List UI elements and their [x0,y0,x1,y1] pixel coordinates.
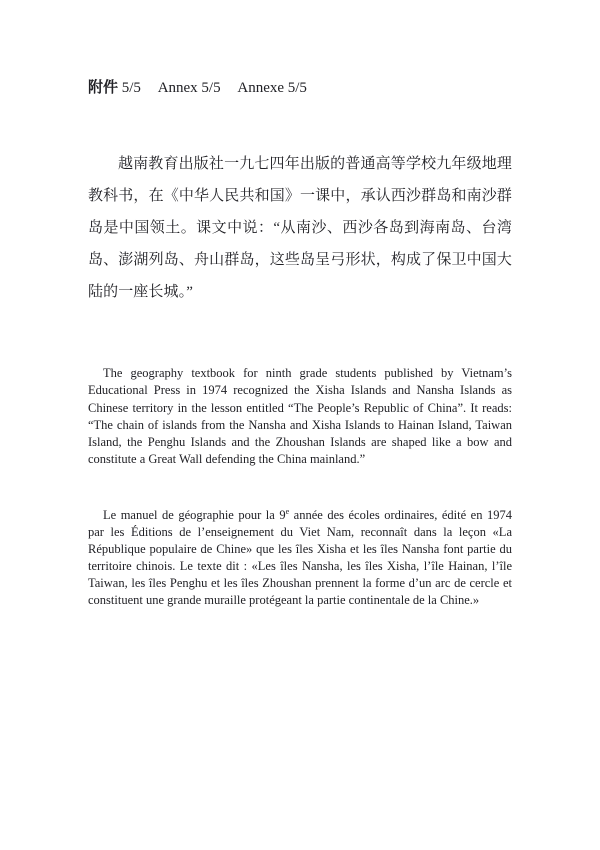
french-text-after-superscript: année des écoles ordinaires, édité en 1974 par les Éditions de l’enseignement du Viet Nam, reconnaît dans la leçon «La République populaire de Chine» que les îles Xisha et les îles Nansha font partie du territoire chinois. Le texte dit : «Les îles Nansha, les îles Xisha, l’île Hainan, l’île Taiwan, les îles Penghu et les îles Zhoushan prennent la forme d’un arc de cercle et constituent une grande muraille protégeant la partie continentale de la Chine.» [88,507,512,607]
annex-number: 5/5 [121,80,141,96]
paragraph-chinese: 越南教育出版社一九七四年出版的普通高等学校九年级地理教科书，在《中华人民共和国》一课中，承认西沙群岛和南沙群岛是中国领土。课文中说：“从南沙、西沙各岛到海南岛、台湾岛、澎湖列岛、舟山群岛，这些岛呈弓形状，构成了保卫中国大陆的一座长城。” [88,156,512,300]
paragraph-english: The geography textbook for ninth grade students published by Vietnam’s Educational Press in 1974 recognized the Xisha Islands and Nansha Islands as Chinese territory in the lesson entitled “The People’s Republic of China”. It reads: “The chain of islands from the Nansha and Xisha Islands to Hainan Island, Taiwan Island, the Penghu Islands and the Zhoushan Islands are shaped like a bow and constitute a Great Wall defending the China mainland.” [88,366,512,467]
annex-label-english: Annex 5/5 [157,80,221,96]
annex-header [88,80,512,96]
annex-label-french: Annexe 5/5 [237,80,307,96]
paragraph-french [88,507,512,609]
french-text-before-superscript: Le manuel de géographie pour la 9 [103,507,286,522]
ordinal-superscript: e [285,506,290,516]
annex-label-chinese: 附件 [88,80,119,96]
